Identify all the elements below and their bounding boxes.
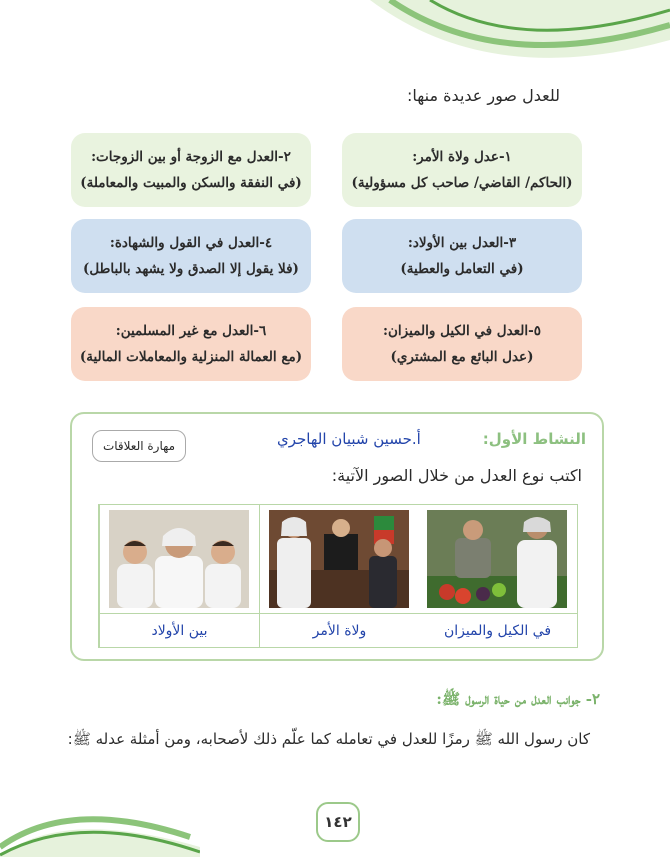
answer-cell: في الكيل والميزان [418, 613, 577, 648]
answer-cell: ولاة الأمر [260, 613, 419, 648]
section-heading: ٢- جوانب العدل من حياة الرسول ﷺ: [436, 690, 600, 708]
table-cell-court [259, 505, 418, 647]
box-detail: (عدل البائع مع المشتري) [390, 349, 534, 365]
box-detail: (مع العمالة المنزلية والمعاملات المالية) [79, 349, 303, 365]
box-title: ٥-العدل في الكيل والميزان: [383, 323, 541, 339]
activity-author: أ.حسين شبيان الهاجري [277, 430, 421, 448]
box-detail: (في النفقة والسكن والمبيت والمعاملة) [80, 175, 302, 191]
justice-box-3 [342, 219, 582, 293]
justice-box-6 [71, 307, 311, 381]
skill-badge: مهارة العلاقات [92, 430, 186, 462]
picture-table [98, 504, 578, 648]
box-title: ١-عدل ولاة الأمر: [412, 149, 512, 165]
box-detail: (في التعامل والعطية) [400, 261, 524, 277]
box-title: ٣-العدل بين الأولاد: [407, 235, 517, 251]
box-detail: (الحاكم/ القاضي/ صاحب كل مسؤولية) [351, 175, 573, 191]
family-photo [109, 510, 249, 608]
activity-instruction: اكتب نوع العدل من خلال الصور الآتية: [331, 466, 582, 485]
table-cell-family [99, 505, 258, 647]
page-number: ١٤٢ [316, 802, 360, 842]
activity-title: النشاط الأول: [482, 430, 586, 448]
justice-box-4 [71, 219, 311, 293]
bottom-decoration [0, 797, 200, 857]
justice-box-5 [342, 307, 582, 381]
answer-cell: بين الأولاد [100, 613, 259, 648]
justice-box-2 [71, 133, 311, 207]
box-title: ٤-العدل في القول والشهادة: [109, 235, 273, 251]
paragraph-text: كان رسول الله ﷺ رمزًا للعدل في تعامله كما علّم ذلك لأصحابه، ومن أمثلة عدله ﷺ: [67, 730, 590, 748]
box-title: ٦-العدل مع غير المسلمين: [115, 323, 267, 339]
market-photo [427, 510, 567, 608]
justice-box-1 [342, 133, 582, 207]
box-detail: (فلا يقول إلا الصدق ولا يشهد بالباطل) [83, 261, 299, 277]
table-cell-market [418, 505, 577, 647]
courtroom-photo [269, 510, 409, 608]
top-decoration [370, 0, 670, 70]
box-title: ٢-العدل مع الزوجة أو بين الزوجات: [91, 149, 291, 165]
intro-text: للعدل صور عديدة منها: [407, 86, 560, 105]
activity-panel [70, 412, 604, 661]
